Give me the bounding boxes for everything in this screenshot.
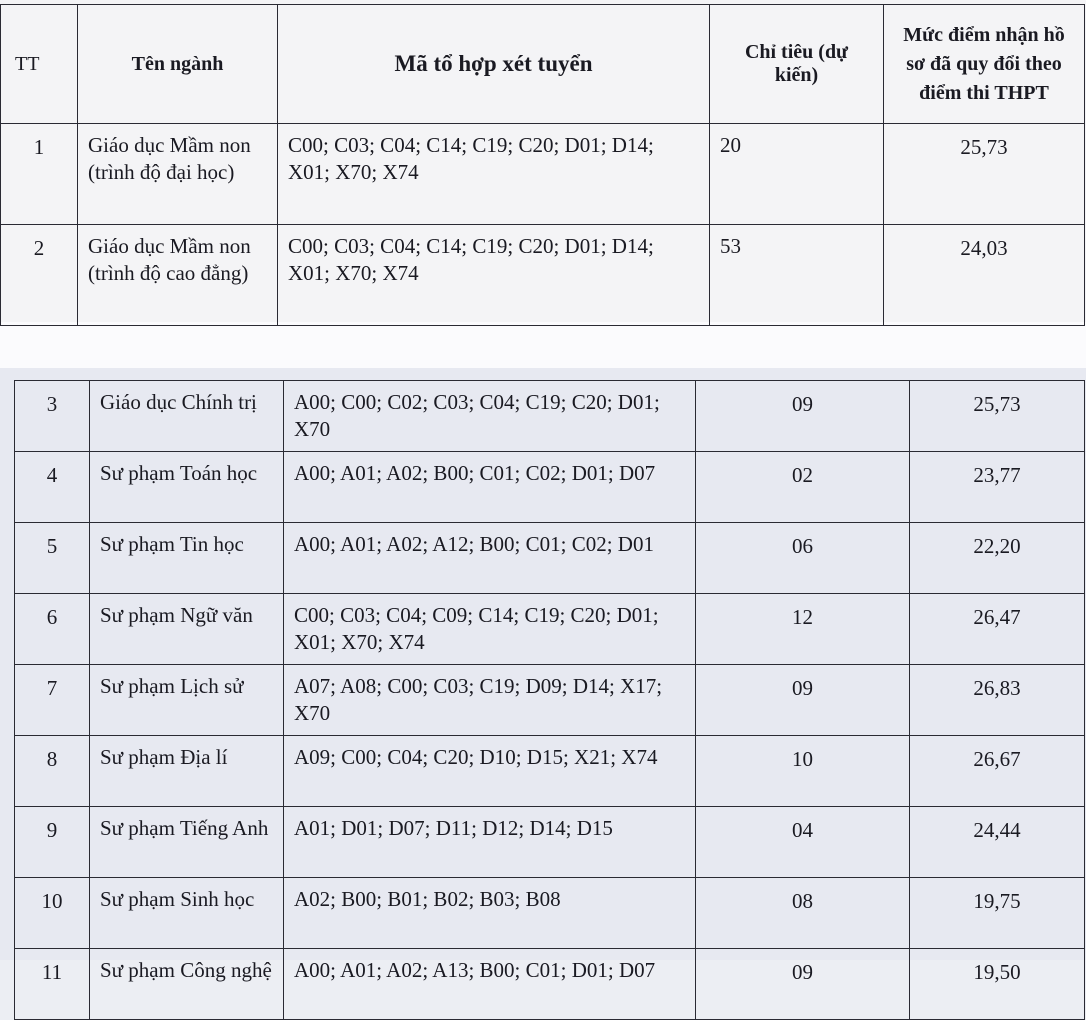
table-row bbox=[15, 594, 1085, 665]
cell-chi-tieu: 06 bbox=[696, 523, 910, 594]
cell-chi-tieu: 09 bbox=[696, 949, 910, 1020]
cell-chi-tieu: 09 bbox=[696, 665, 910, 736]
cell-tt: 5 bbox=[15, 523, 90, 594]
cell-muc-diem: 25,73 bbox=[884, 124, 1085, 225]
cell-ten-nganh: Giáo dục Chính trị bbox=[90, 381, 284, 452]
admissions-table-top bbox=[0, 4, 1085, 326]
admissions-table-bottom bbox=[14, 380, 1085, 1020]
table-row bbox=[15, 736, 1085, 807]
cell-ten-nganh: Sư phạm Công nghệ bbox=[90, 949, 284, 1020]
cell-muc-diem: 22,20 bbox=[910, 523, 1085, 594]
cell-tt: 11 bbox=[15, 949, 90, 1020]
cell-tt: 2 bbox=[1, 225, 78, 326]
cell-ten-nganh: Sư phạm Ngữ văn bbox=[90, 594, 284, 665]
cell-muc-diem: 26,83 bbox=[910, 665, 1085, 736]
cell-chi-tieu: 09 bbox=[696, 381, 910, 452]
page-gap bbox=[0, 322, 1086, 368]
header-tt: TT bbox=[1, 5, 78, 124]
table-row bbox=[15, 523, 1085, 594]
cell-chi-tieu: 10 bbox=[696, 736, 910, 807]
table-row bbox=[15, 878, 1085, 949]
table-row bbox=[1, 225, 1085, 326]
cell-tt: 1 bbox=[1, 124, 78, 225]
header-ma-to-hop: Mã tổ hợp xét tuyển bbox=[278, 5, 710, 124]
cell-ma-to-hop: C00; C03; C04; C14; C19; C20; D01; D14; X01; X70; X74 bbox=[278, 225, 710, 326]
cell-tt: 6 bbox=[15, 594, 90, 665]
cell-muc-diem: 24,44 bbox=[910, 807, 1085, 878]
cell-muc-diem: 25,73 bbox=[910, 381, 1085, 452]
table-row bbox=[1, 124, 1085, 225]
cell-chi-tieu: 20 bbox=[710, 124, 884, 225]
header-chi-tieu: Chỉ tiêu (dự kiến) bbox=[710, 5, 884, 124]
cell-tt: 8 bbox=[15, 736, 90, 807]
cell-ma-to-hop: A00; A01; A02; A13; B00; C01; D01; D07 bbox=[284, 949, 696, 1020]
cell-muc-diem: 24,03 bbox=[884, 225, 1085, 326]
cell-ten-nganh: Giáo dục Mầm non (trình độ đại học) bbox=[78, 124, 278, 225]
cell-chi-tieu: 08 bbox=[696, 878, 910, 949]
table-row bbox=[15, 949, 1085, 1020]
cell-ma-to-hop: A09; C00; C04; C20; D10; D15; X21; X74 bbox=[284, 736, 696, 807]
cell-ten-nganh: Sư phạm Sinh học bbox=[90, 878, 284, 949]
cell-ten-nganh: Giáo dục Mầm non (trình độ cao đẳng) bbox=[78, 225, 278, 326]
cell-muc-diem: 19,75 bbox=[910, 878, 1085, 949]
cell-tt: 9 bbox=[15, 807, 90, 878]
cell-ten-nganh: Sư phạm Lịch sử bbox=[90, 665, 284, 736]
cell-muc-diem: 23,77 bbox=[910, 452, 1085, 523]
cell-tt: 3 bbox=[15, 381, 90, 452]
cell-ma-to-hop: A02; B00; B01; B02; B03; B08 bbox=[284, 878, 696, 949]
cell-ten-nganh: Sư phạm Tiếng Anh bbox=[90, 807, 284, 878]
cell-tt: 7 bbox=[15, 665, 90, 736]
cell-chi-tieu: 12 bbox=[696, 594, 910, 665]
cell-ma-to-hop: A01; D01; D07; D11; D12; D14; D15 bbox=[284, 807, 696, 878]
cell-muc-diem: 19,50 bbox=[910, 949, 1085, 1020]
cell-chi-tieu: 53 bbox=[710, 225, 884, 326]
header-ten-nganh: Tên ngành bbox=[78, 5, 278, 124]
cell-ma-to-hop: A00; A01; A02; B00; C01; C02; D01; D07 bbox=[284, 452, 696, 523]
cell-ma-to-hop: A07; A08; C00; C03; C19; D09; D14; X17; X70 bbox=[284, 665, 696, 736]
header-muc-diem: Mức điểm nhận hồ sơ đã quy đổi theo điểm thi THPT bbox=[884, 5, 1085, 124]
cell-chi-tieu: 04 bbox=[696, 807, 910, 878]
cell-muc-diem: 26,47 bbox=[910, 594, 1085, 665]
table-row bbox=[15, 452, 1085, 523]
cell-muc-diem: 26,67 bbox=[910, 736, 1085, 807]
cell-ma-to-hop: C00; C03; C04; C09; C14; C19; C20; D01; X01; X70; X74 bbox=[284, 594, 696, 665]
cell-ten-nganh: Sư phạm Tin học bbox=[90, 523, 284, 594]
cell-ma-to-hop: A00; A01; A02; A12; B00; C01; C02; D01 bbox=[284, 523, 696, 594]
table-row bbox=[15, 665, 1085, 736]
cell-tt: 10 bbox=[15, 878, 90, 949]
cell-chi-tieu: 02 bbox=[696, 452, 910, 523]
table-header-row bbox=[1, 5, 1085, 124]
cell-ma-to-hop: C00; C03; C04; C14; C19; C20; D01; D14; X01; X70; X74 bbox=[278, 124, 710, 225]
table-row bbox=[15, 807, 1085, 878]
cell-ma-to-hop: A00; C00; C02; C03; C04; C19; C20; D01; X70 bbox=[284, 381, 696, 452]
cell-tt: 4 bbox=[15, 452, 90, 523]
cell-ten-nganh: Sư phạm Toán học bbox=[90, 452, 284, 523]
table-row bbox=[15, 381, 1085, 452]
cell-ten-nganh: Sư phạm Địa lí bbox=[90, 736, 284, 807]
